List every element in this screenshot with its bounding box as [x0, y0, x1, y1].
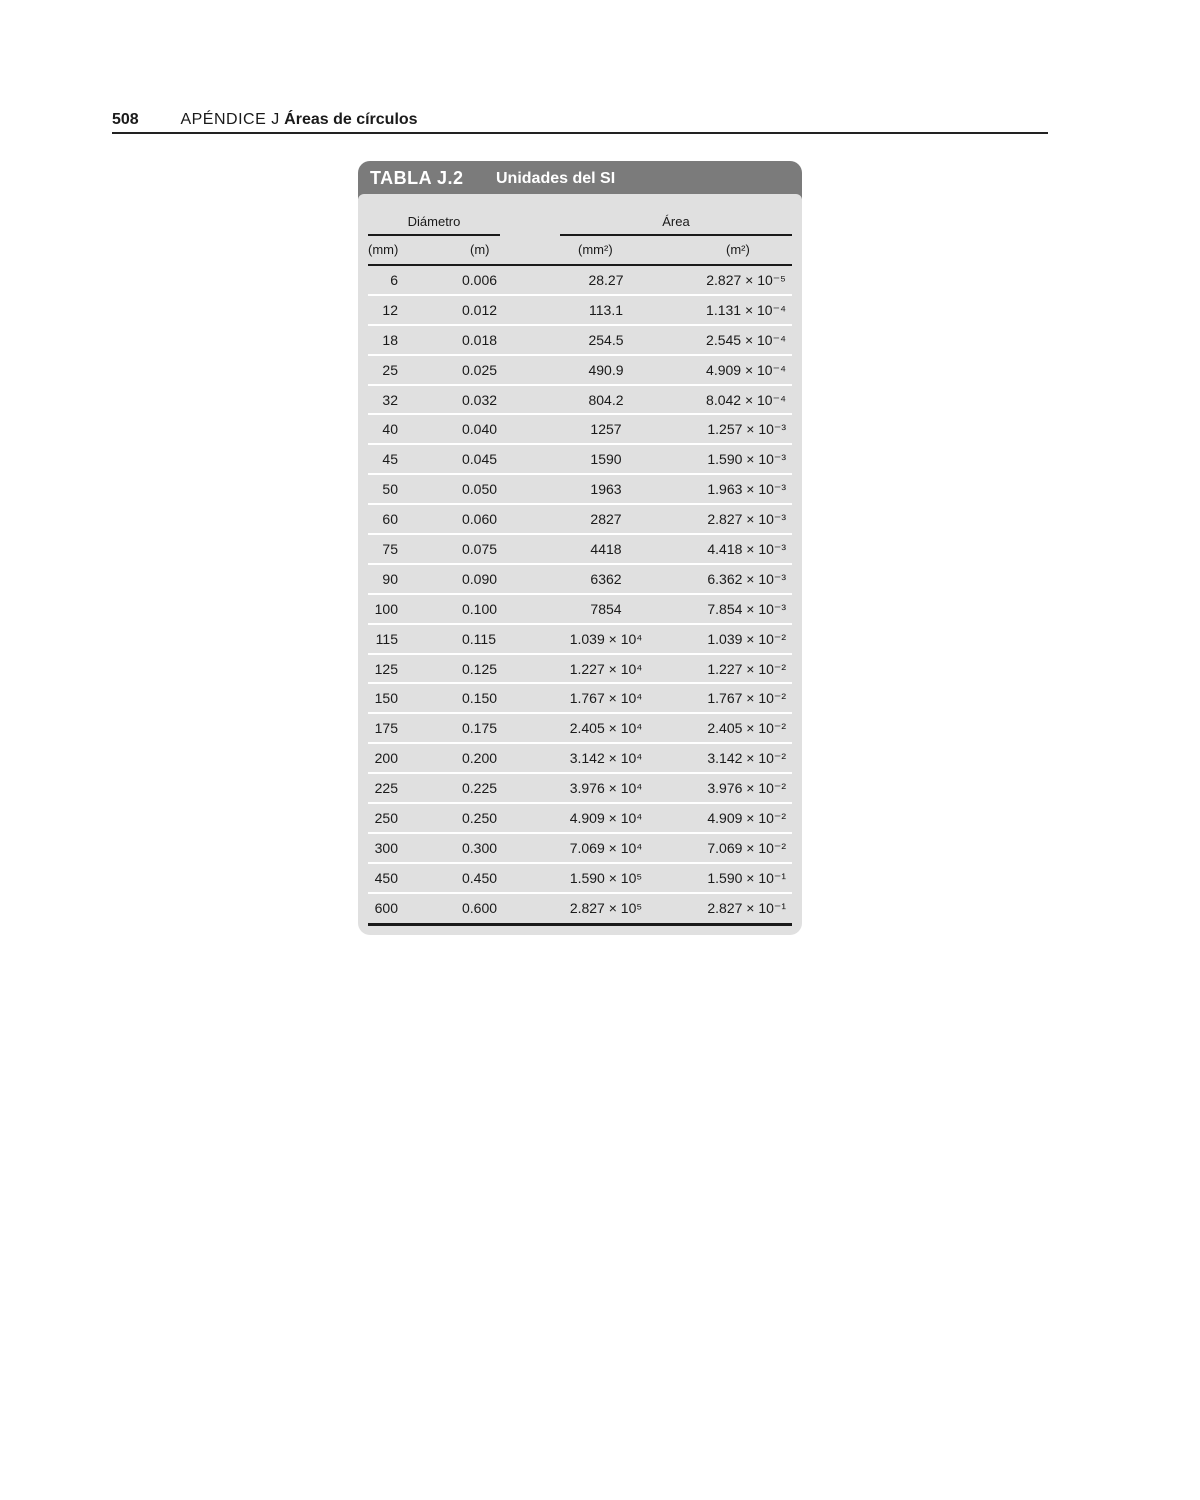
cell-m: 0.060	[462, 511, 498, 528]
cell-mm2: 1963	[590, 481, 622, 498]
cell-m: 0.175	[462, 720, 498, 737]
column-header-mm2: (mm²)	[578, 242, 613, 257]
cell-mm: 18	[382, 331, 398, 348]
cell-m2: 2.405 × 10⁻²	[707, 720, 786, 737]
table-row	[368, 264, 792, 294]
table-row	[368, 653, 792, 683]
cell-m2: 2.827 × 10⁻¹	[707, 899, 786, 916]
group-rule-area	[560, 234, 792, 236]
cell-mm2: 1.039 × 10⁴	[569, 630, 643, 647]
table-row	[368, 772, 792, 802]
cell-mm2: 1.227 × 10⁴	[569, 660, 643, 677]
cell-mm: 175	[374, 720, 398, 737]
table-row	[368, 473, 792, 503]
cell-m: 0.018	[462, 331, 498, 348]
cell-mm: 125	[374, 660, 398, 677]
cell-m: 0.600	[462, 899, 498, 916]
cell-mm2: 28.27	[588, 272, 624, 288]
cell-m: 0.025	[462, 361, 498, 378]
cell-m: 0.200	[462, 750, 498, 767]
table-label: TABLA J.2	[370, 168, 464, 188]
cell-mm: 450	[374, 869, 398, 886]
cell-m2: 6.362 × 10⁻³	[707, 570, 786, 587]
cell-m2: 2.827 × 10⁻⁵	[706, 272, 786, 288]
running-head	[112, 108, 1048, 134]
cell-m2: 3.976 × 10⁻²	[707, 780, 786, 797]
cell-m2: 1.767 × 10⁻²	[707, 690, 786, 707]
cell-m: 0.006	[462, 272, 498, 288]
cell-mm: 50	[382, 481, 398, 498]
caption-divider	[358, 194, 802, 200]
cell-mm2: 1.767 × 10⁴	[569, 690, 643, 707]
group-rule-diameter	[368, 234, 500, 236]
cell-mm2: 1590	[590, 451, 622, 468]
cell-mm: 225	[374, 780, 398, 797]
table-row	[368, 533, 792, 563]
table-bottom-rule	[368, 923, 792, 926]
cell-m: 0.040	[462, 421, 498, 438]
cell-m: 0.125	[462, 660, 498, 677]
cell-mm: 40	[382, 421, 398, 438]
cell-mm: 600	[374, 899, 398, 916]
cell-mm2: 4418	[590, 541, 622, 558]
table-row	[368, 802, 792, 832]
cell-m2: 4.909 × 10⁻⁴	[706, 361, 786, 378]
cell-m2: 4.418 × 10⁻³	[707, 541, 786, 558]
cell-m: 0.050	[462, 481, 498, 498]
cell-m2: 1.590 × 10⁻¹	[707, 869, 786, 886]
cell-mm2: 2.827 × 10⁵	[569, 899, 643, 916]
table-row	[368, 832, 792, 862]
cell-mm2: 2.405 × 10⁴	[569, 720, 643, 737]
cell-m: 0.045	[462, 451, 498, 468]
table-row	[368, 712, 792, 742]
cell-m: 0.100	[462, 600, 498, 617]
cell-mm2: 3.142 × 10⁴	[569, 750, 643, 767]
cell-m: 0.450	[462, 869, 498, 886]
column-header-m2: (m²)	[726, 242, 750, 257]
cell-mm: 25	[382, 361, 398, 378]
cell-mm: 200	[374, 750, 398, 767]
cell-m2: 1.257 × 10⁻³	[707, 421, 786, 438]
cell-mm: 90	[382, 570, 398, 587]
cell-m2: 2.545 × 10⁻⁴	[706, 331, 786, 348]
cell-mm2: 113.1	[589, 301, 623, 318]
cell-m: 0.150	[462, 690, 498, 707]
cell-mm2: 7.069 × 10⁴	[569, 839, 643, 856]
cell-mm2: 6362	[590, 570, 622, 587]
cell-mm: 6	[390, 272, 398, 288]
cell-mm: 250	[374, 810, 398, 827]
cell-m: 0.075	[462, 541, 498, 558]
table-row	[368, 862, 792, 892]
table-row	[368, 682, 792, 712]
table-row	[368, 443, 792, 473]
cell-m: 0.250	[462, 810, 498, 827]
table-row	[368, 324, 792, 354]
table-row	[368, 742, 792, 772]
cell-m2: 1.590 × 10⁻³	[707, 451, 786, 468]
cell-m: 0.300	[462, 839, 498, 856]
cell-m2: 7.069 × 10⁻²	[707, 839, 786, 856]
cell-mm2: 7854	[590, 600, 622, 617]
cell-m2: 1.227 × 10⁻²	[707, 660, 786, 677]
cell-mm: 75	[382, 541, 398, 558]
cell-mm2: 254.5	[588, 331, 624, 348]
cell-mm: 45	[382, 451, 398, 468]
table-row	[368, 892, 792, 922]
cell-mm: 32	[382, 391, 398, 408]
column-header-mm: (mm)	[368, 242, 399, 257]
cell-mm2: 4.909 × 10⁴	[569, 810, 643, 827]
appendix-topic: Áreas de círculos	[284, 111, 418, 128]
column-header-m: (m)	[470, 242, 490, 257]
table-row	[368, 623, 792, 653]
table-row	[368, 354, 792, 384]
cell-m: 0.225	[462, 780, 498, 797]
cell-m2: 1.039 × 10⁻²	[707, 630, 786, 647]
cell-m2: 2.827 × 10⁻³	[707, 511, 786, 528]
cell-mm: 115	[375, 630, 398, 647]
table-row	[368, 503, 792, 533]
group-header-area: Área	[662, 214, 690, 229]
page-number: 508	[112, 111, 139, 128]
table-row	[368, 294, 792, 324]
cell-m2: 4.909 × 10⁻²	[707, 810, 786, 827]
cell-mm2: 490.9	[588, 361, 624, 378]
table-row	[368, 593, 792, 623]
cell-m2: 1.963 × 10⁻³	[707, 481, 786, 498]
group-header-diameter: Diámetro	[407, 214, 461, 229]
cell-mm2: 1.590 × 10⁵	[569, 869, 643, 886]
cell-mm2: 804.2	[588, 391, 624, 408]
appendix-label: APÉNDICE J	[180, 111, 280, 128]
cell-m2: 1.131 × 10⁻⁴	[706, 301, 786, 318]
cell-m: 0.032	[462, 391, 498, 408]
cell-m2: 7.854 × 10⁻³	[707, 600, 786, 617]
cell-mm: 300	[374, 839, 398, 856]
table-row	[368, 413, 792, 443]
cell-mm: 12	[382, 301, 398, 318]
table-row	[368, 384, 792, 414]
cell-m: 0.090	[462, 570, 498, 587]
table-row	[368, 563, 792, 593]
table-body	[368, 264, 792, 922]
cell-mm2: 1257	[590, 421, 622, 438]
cell-m: 0.012	[462, 301, 498, 318]
table-caption	[358, 161, 802, 199]
cell-m2: 3.142 × 10⁻²	[707, 750, 786, 767]
cell-m: 0.115	[462, 630, 496, 647]
cell-mm2: 2827	[590, 511, 622, 528]
cell-m2: 8.042 × 10⁻⁴	[706, 391, 786, 408]
cell-mm: 100	[374, 600, 398, 617]
si-area-table	[358, 161, 802, 935]
table-title: Unidades del SI	[496, 170, 616, 187]
cell-mm: 60	[382, 511, 398, 528]
cell-mm: 150	[374, 690, 398, 707]
cell-mm2: 3.976 × 10⁴	[569, 780, 643, 797]
